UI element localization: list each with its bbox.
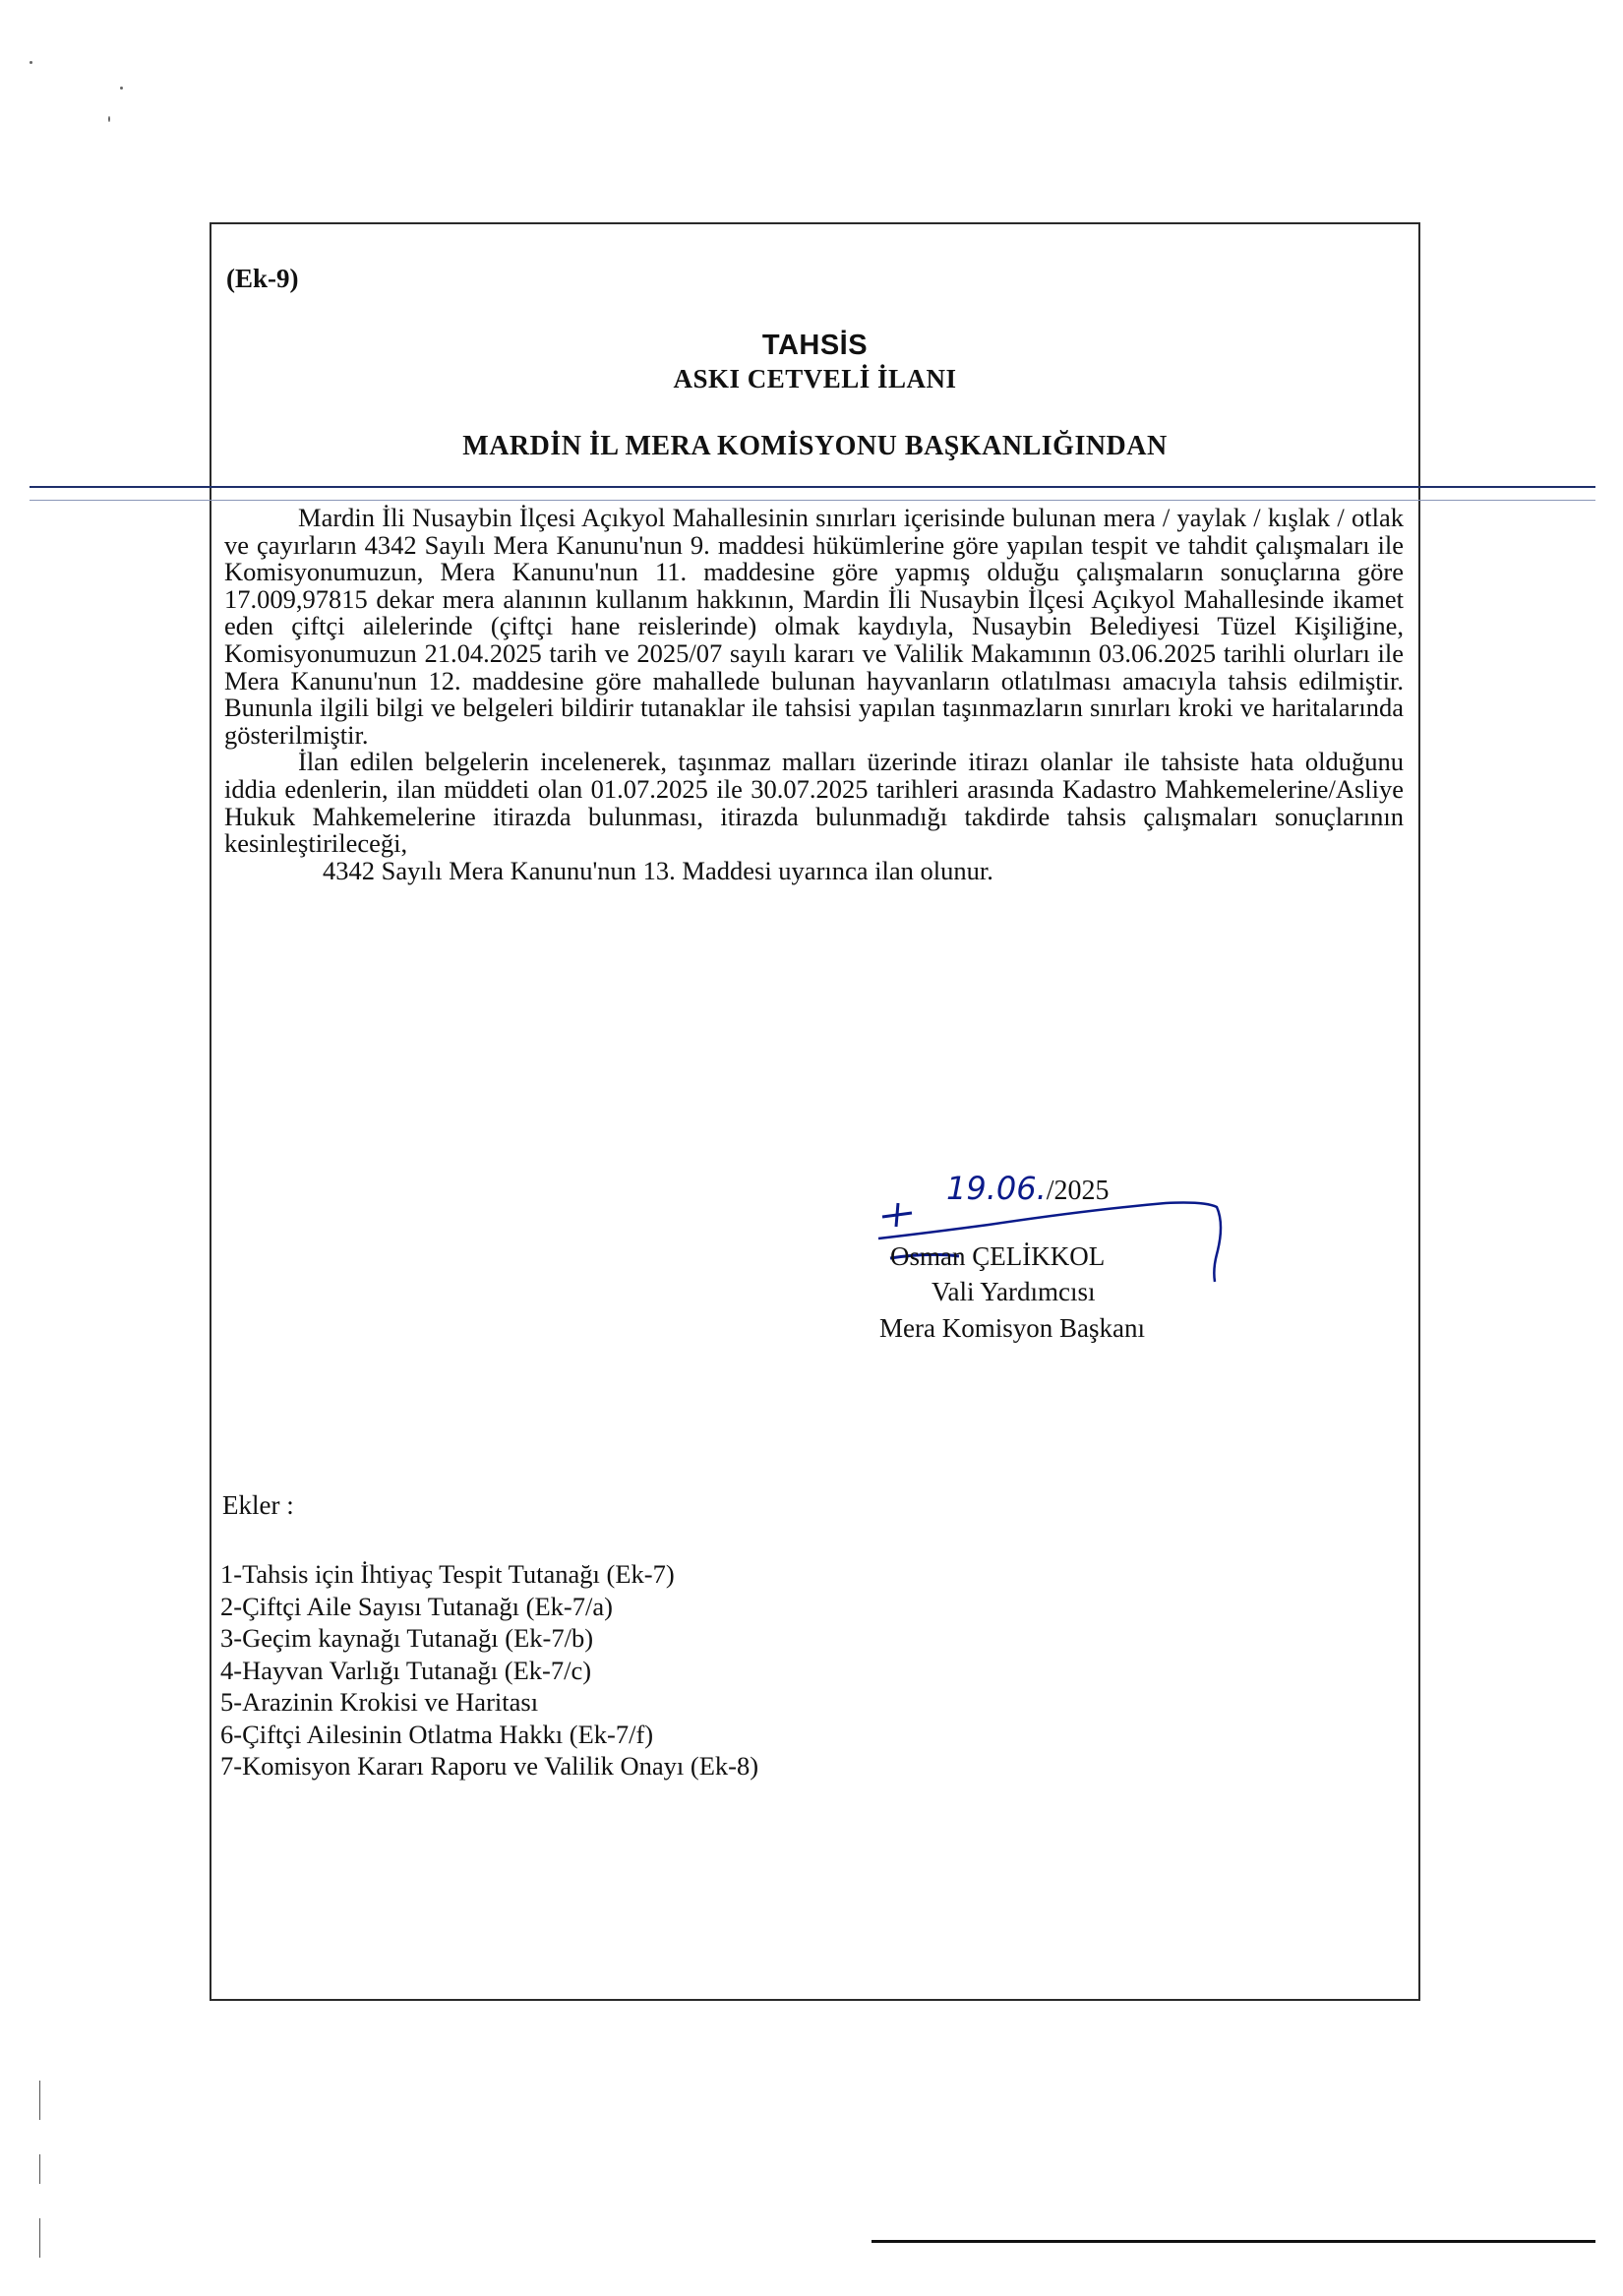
attachment-item: 6-Çiftçi Ailesinin Otlatma Hakkı (Ek-7/f) bbox=[220, 1719, 654, 1749]
attachment-item: 1-Tahsis için İhtiyaç Tespit Tutanağı (Ek-7) bbox=[220, 1559, 675, 1589]
scan-line bbox=[30, 500, 1595, 501]
scan-speck bbox=[120, 87, 123, 90]
handwritten-date: 19.06. bbox=[946, 1170, 1047, 1207]
attachment-item: 2-Çiftçi Aile Sayısı Tutanağı (Ek-7/a) bbox=[220, 1591, 613, 1621]
attachment-item: 3-Geçim kaynağı Tutanağı (Ek-7/b) bbox=[220, 1623, 594, 1653]
paragraph-objection: İlan edilen belgelerin incelenerek, taşınmaz malları üzerinde itirazı olanlar ile tahsiste hata olduğunu iddia edenlerin, ilan müddeti olan 01.07.2025 ile 30.07.2025 tarihleri arasında Kadastro Mahkemelerine/Asliye Hukuk Mahkemelerine itirazda bulunması, itirazda bulunmadığı takdirde tahsis çalışmaları sonuçlarının kesinleştirileceği, bbox=[224, 747, 1404, 859]
attachment-item: 5-Arazinin Krokisi ve Haritası bbox=[220, 1687, 539, 1717]
title-tahsis: TAHSİS bbox=[761, 330, 869, 361]
handwritten-signature bbox=[871, 1156, 1234, 1294]
printed-year: /2025 bbox=[1046, 1176, 1110, 1206]
margin-mark bbox=[39, 2081, 40, 2120]
attachment-item: 7-Komisyon Kararı Raporu ve Valilik Onayı (Ek-8) bbox=[220, 1751, 759, 1781]
paragraph-closing: 4342 Sayılı Mera Kanunu'nun 13. Maddesi uyarınca ilan olunur. bbox=[323, 855, 993, 885]
scan-speck bbox=[30, 61, 32, 64]
announcement-body bbox=[224, 505, 1404, 884]
title-authority: MARDİN İL MERA KOMİSYONU BAŞKANLIĞINDAN bbox=[462, 431, 1168, 461]
attachment-item: 4-Hayvan Varlığı Tutanağı (Ek-7/c) bbox=[220, 1655, 592, 1685]
margin-mark bbox=[39, 2218, 40, 2258]
signer-name: Osman ÇELİKKOL bbox=[890, 1241, 1106, 1271]
attachments-list bbox=[220, 1558, 758, 1782]
scan-line bbox=[30, 486, 1595, 488]
document-code: (Ek-9) bbox=[226, 264, 299, 293]
title-aski-cetveli: ASKI CETVELİ İLANI bbox=[673, 364, 957, 393]
bottom-rule bbox=[872, 2240, 1595, 2243]
margin-mark bbox=[39, 2154, 40, 2184]
attachments-label: Ekler : bbox=[222, 1490, 294, 1520]
scan-speck bbox=[108, 116, 110, 122]
signer-title: Vali Yardımcısı bbox=[932, 1277, 1096, 1306]
signer-role: Mera Komisyon Başkanı bbox=[879, 1313, 1145, 1343]
paragraph-allocation: Mardin İli Nusaybin İlçesi Açıkyol Mahallesinin sınırları içerisinde bulunan mera / yaylak / kışlak / otlak ve çayırların 4342 Sayılı Mera Kanunu'nun 9. maddesi hükümlerine göre yapılan tespit ve tahdit çalışmaları ile Komisyonumuzun, Mera Kanunu'nun 11. maddesine göre yapmış olduğu çalışmaların sonuçlarına göre 17.009,97815 dekar mera alanının kullanım hakkının, Mardin İli Nusaybin İlçesi Açıkyol Mahallesinde ikamet eden çiftçi ailelerinde (çiftçi hane reislerinde) olmak kaydıyla, Nusaybin Belediyesi Tüzel Kişiliğine, Komisyonumuzun 21.04.2025 tarih ve 2025/07 sayılı kararı ve Valilik Makamının 03.06.2025 tarihli olurları ile Mera Kanunu'nun 12. maddesine göre mahallede bulunan hayvanların otlatılması amacıyla tahsis edilmiştir. Bununla ilgili bilgi ve belgeleri bildirir tutanaklar ile tahsisi yapılan taşınmazların sınırları kroki ve haritalarında gösterilmiştir. bbox=[224, 503, 1404, 750]
